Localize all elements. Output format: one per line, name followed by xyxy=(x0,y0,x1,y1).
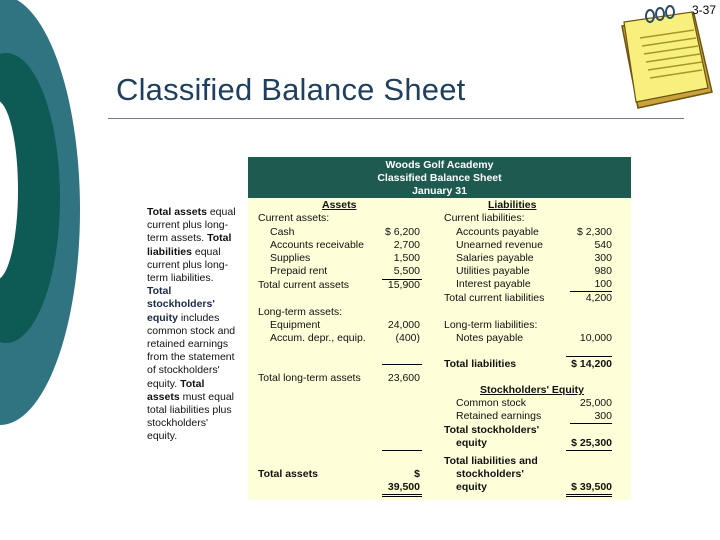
liability-label: Utilities payable xyxy=(456,265,530,277)
asset-value: 5,500 xyxy=(393,265,420,277)
slide-number: 3-37 xyxy=(691,3,716,17)
asset-label: Cash xyxy=(270,226,295,238)
total-current-assets-value: 15,900 xyxy=(387,279,420,291)
liabilities-heading: Liabilities xyxy=(488,199,537,211)
notes-payable-value: 10,000 xyxy=(579,332,612,344)
total-liabilities-label: Total liabilities xyxy=(444,358,517,370)
note-total-assets-text: equal current plus long-term assets. xyxy=(147,206,236,245)
note-equity-text: includes common stock and retained earnings from the statement of stockholders' equity. xyxy=(147,311,236,390)
note-total-liabilities-label: Total liabilities xyxy=(147,232,232,258)
subtotal-line xyxy=(570,423,612,424)
asset-label: Accounts receivable xyxy=(270,239,364,251)
common-stock-value: 25,000 xyxy=(579,397,612,409)
sidebar-notes xyxy=(147,206,239,444)
grand-total-label-1: Total liabilities and xyxy=(444,455,538,467)
equity-heading: Stockholders' Equity xyxy=(480,384,585,396)
double-underline xyxy=(382,494,422,495)
liability-label: Unearned revenue xyxy=(456,239,543,251)
total-longterm-assets-label: Total long-term assets xyxy=(258,372,361,384)
liability-value: 540 xyxy=(594,239,612,251)
current-liabilities-label: Current liabilities: xyxy=(444,212,525,224)
total-assets-value: 39,500 xyxy=(387,481,420,493)
company-name: Woods Golf Academy xyxy=(385,159,494,171)
subtotal-line xyxy=(382,364,422,365)
asset-value: 1,500 xyxy=(393,252,420,264)
total-assets-symbol: $ xyxy=(414,468,420,480)
subtotal-line xyxy=(382,450,422,451)
double-underline xyxy=(566,494,612,495)
total-equity-value: $ 25,300 xyxy=(571,437,612,449)
double-underline xyxy=(382,496,422,497)
slide-title: Classified Balance Sheet xyxy=(116,72,466,107)
notepad-clipart-icon xyxy=(614,4,714,114)
liability-label: Accounts payable xyxy=(456,226,539,238)
total-equity-label: Total stockholders' xyxy=(444,424,540,436)
subtotal-line xyxy=(566,356,612,357)
common-stock-label: Common stock xyxy=(456,397,527,409)
asset-label: Supplies xyxy=(270,252,311,264)
liability-label: Salaries payable xyxy=(456,252,534,264)
total-assets-label: Total assets xyxy=(258,468,318,480)
accum-depr-value: (400) xyxy=(395,332,420,344)
note-total-liabilities-text: equal current plus long-term liabilities. xyxy=(147,245,229,285)
total-longterm-assets-value: 23,600 xyxy=(387,372,420,384)
asset-label: Prepaid rent xyxy=(270,265,328,277)
note-total-assets-label: Total assets xyxy=(147,206,207,218)
assets-heading: Assets xyxy=(322,199,357,211)
balance-sheet-header xyxy=(248,157,631,202)
total-current-liabilities-value: 4,200 xyxy=(585,292,612,304)
decorative-side-arc xyxy=(0,0,80,540)
longterm-assets-label: Long-term assets: xyxy=(258,306,343,318)
liability-label: Interest payable xyxy=(456,278,531,290)
note-balance-label: Total assets xyxy=(147,377,205,403)
total-liabilities-value: $ 14,200 xyxy=(571,358,612,370)
notes-payable-label: Notes payable xyxy=(456,332,524,344)
current-assets-label: Current assets: xyxy=(258,212,330,224)
asset-value: $ 6,200 xyxy=(384,226,420,238)
liability-value: 300 xyxy=(594,252,612,264)
grand-total-value: $ 39,500 xyxy=(571,481,612,493)
grand-total-label-2: stockholders' xyxy=(456,468,524,480)
note-balance-text: must equal total liabilities plus stockholders' equity. xyxy=(147,390,234,443)
total-current-assets-label: Total current assets xyxy=(258,279,350,291)
total-current-liabilities-label: Total current liabilities xyxy=(444,292,545,304)
balance-sheet-body xyxy=(248,198,631,500)
equipment-label: Equipment xyxy=(270,319,321,331)
retained-earnings-label: Retained earnings xyxy=(456,410,542,422)
grand-total-label-3: equity xyxy=(456,481,487,493)
total-equity-label-cont: equity xyxy=(456,437,487,449)
double-underline xyxy=(566,496,612,497)
liability-value: 100 xyxy=(594,278,612,290)
subtotal-line xyxy=(566,450,612,451)
title-divider xyxy=(108,118,684,119)
liability-value: 980 xyxy=(594,265,612,277)
longterm-liabilities-label: Long-term liabilities: xyxy=(444,319,538,331)
report-date: January 31 xyxy=(412,185,467,197)
accum-depr-label: Accum. depr., equip. xyxy=(270,332,366,344)
asset-value: 2,700 xyxy=(393,239,420,251)
note-equity-label: Total stockholders' equity xyxy=(147,285,215,324)
equipment-value: 24,000 xyxy=(387,319,420,331)
liability-value: $ 2,300 xyxy=(576,226,612,238)
retained-earnings-value: 300 xyxy=(594,410,612,422)
report-name: Classified Balance Sheet xyxy=(377,172,502,184)
